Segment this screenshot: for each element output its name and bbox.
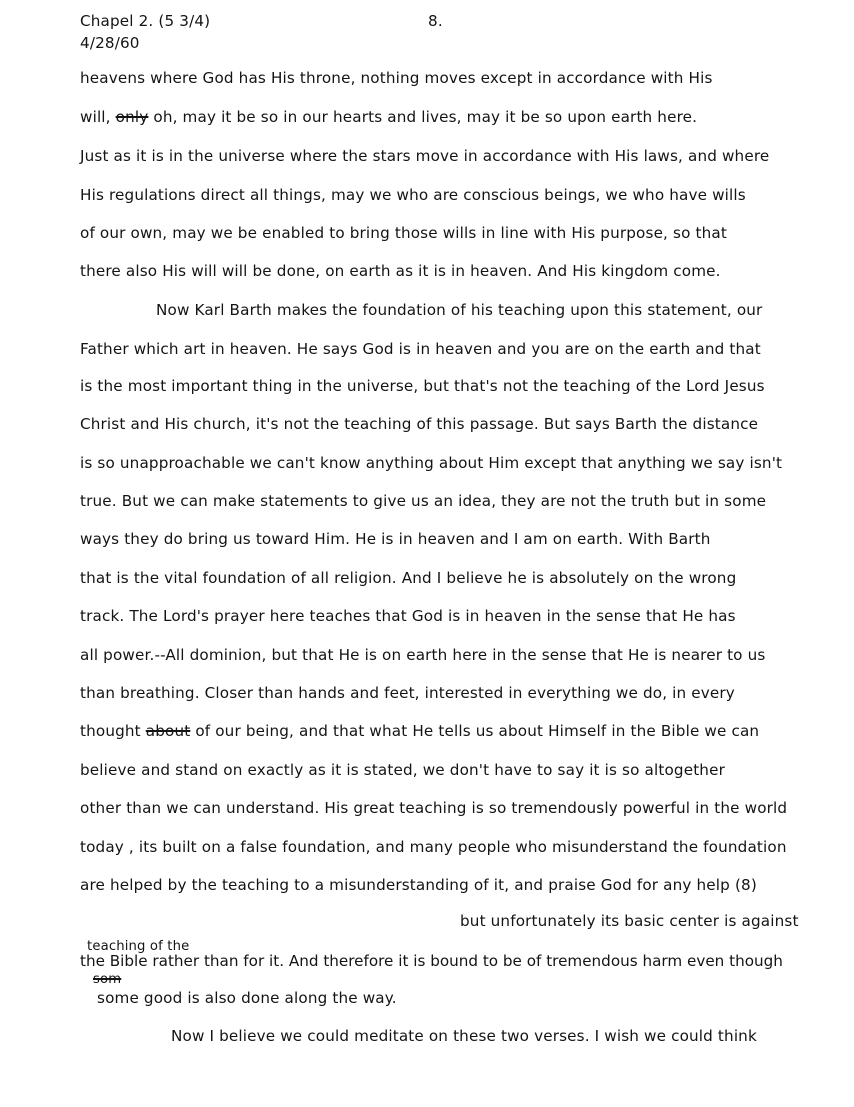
interlinear-insertion: teaching of the (87, 939, 190, 954)
text-run: oh, may it be so in our hearts and lives, may it be so upon earth here. (153, 108, 698, 126)
text-line: but unfortunately its basic center is against (460, 912, 799, 930)
text-run: of our being, and that what He tells us about Himself in the Bible we can (195, 722, 760, 740)
text-line: some good is also done along the way. (97, 989, 397, 1007)
text-line: His regulations direct all things, may we who are conscious beings, we who have wills (80, 186, 746, 204)
text-line: heavens where God has His throne, nothing moves except in accordance with His (80, 69, 713, 87)
struck-word: only (115, 108, 149, 126)
text-line: Now Karl Barth makes the foundation of his teaching upon this statement, our (156, 301, 763, 319)
text-line: there also His will will be done, on earth as it is in heaven. And His kingdom come. (80, 262, 721, 280)
text-line: is the most important thing in the universe, but that's not the teaching of the Lord Jesus (80, 377, 765, 395)
struck-word: about (145, 722, 191, 740)
text-line: true. But we can make statements to give us an idea, they are not the truth but in some (80, 492, 767, 510)
text-line: than breathing. Closer than hands and feet, interested in everything we do, in every (80, 684, 735, 702)
text-line: are helped by the teaching to a misunderstanding of it, and praise God for any help (8) (80, 876, 757, 894)
text-line (80, 724, 759, 739)
text-line: track. The Lord's prayer here teaches that God is in heaven in the sense that He has (80, 607, 736, 625)
text-line (80, 110, 697, 125)
header-date: 4/28/60 (80, 34, 140, 52)
text-line: of our own, may we be enabled to bring those wills in line with His purpose, so that (80, 224, 727, 242)
struck-word: som (93, 972, 122, 987)
text-line: Now I believe we could meditate on these two verses. I wish we could think (171, 1027, 757, 1045)
text-line: ways they do bring us toward Him. He is in heaven and I am on earth. With Barth (80, 530, 711, 548)
page-number: 8. (428, 12, 443, 30)
text-line: today , its built on a false foundation, and many people who misunderstand the foundation (80, 838, 787, 856)
text-line: Christ and His church, it's not the teaching of this passage. But says Barth the distance (80, 415, 759, 433)
text-line: the Bible rather than for it. And therefore it is bound to be of tremendous harm even though (80, 952, 783, 970)
text-line: Just as it is in the universe where the stars move in accordance with His laws, and where (80, 147, 770, 165)
text-line: all power.--All dominion, but that He is on earth here in the sense that He is nearer to us (80, 646, 766, 664)
text-line: Father which art in heaven. He says God is in heaven and you are on the earth and that (80, 340, 761, 358)
text-line: that is the vital foundation of all religion. And I believe he is absolutely on the wrong (80, 569, 737, 587)
header-title: Chapel 2. (5 3/4) (80, 12, 211, 30)
text-run: will, (80, 108, 111, 126)
text-line: other than we can understand. His great teaching is so tremendously powerful in the world (80, 799, 788, 817)
text-line: is so unapproachable we can't know anything about Him except that anything we say isn't (80, 454, 783, 472)
text-line: believe and stand on exactly as it is stated, we don't have to say it is so altogether (80, 761, 725, 779)
text-run: thought (80, 722, 141, 740)
